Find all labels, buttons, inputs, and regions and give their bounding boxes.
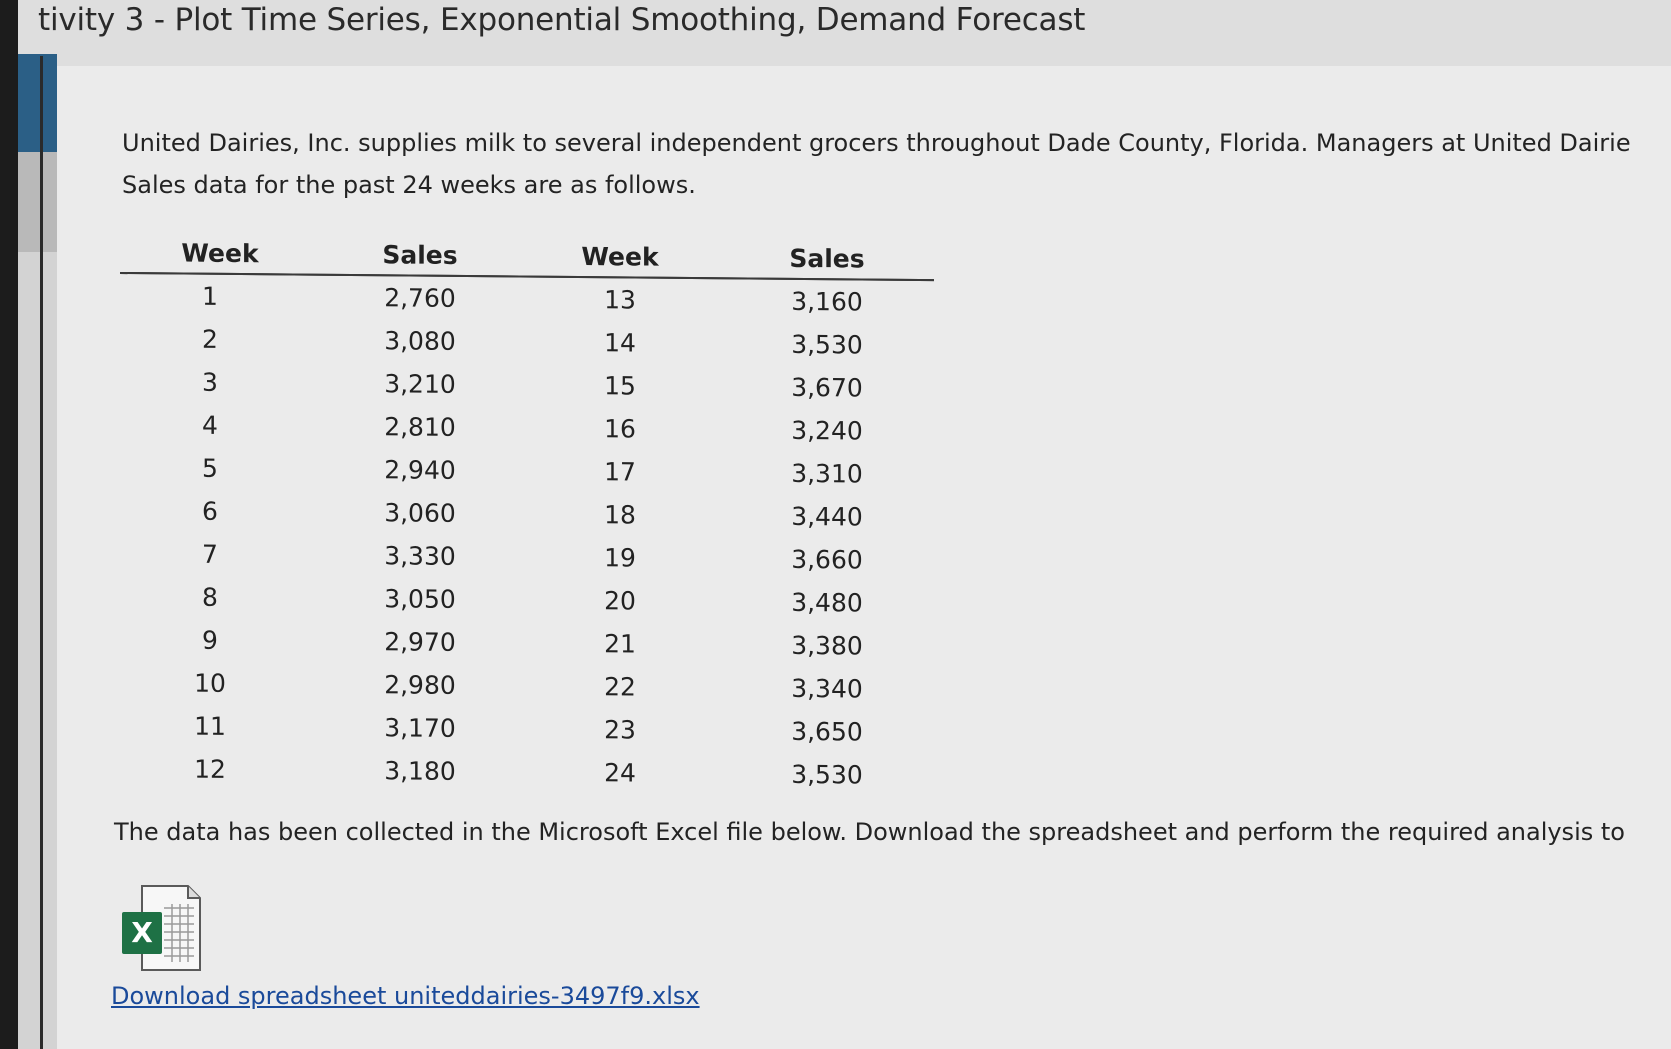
sales-cell: 3,340 — [791, 673, 863, 704]
side-tab[interactable] — [18, 152, 57, 252]
excel-file-icon[interactable] — [120, 884, 202, 972]
week-cell: 20 — [604, 586, 636, 616]
sales-cell: 2,980 — [384, 670, 456, 700]
sales-cell: 3,670 — [791, 372, 863, 403]
sales-cell: 3,440 — [791, 501, 863, 532]
week-cell: 18 — [604, 500, 636, 530]
sales-cell: 2,760 — [384, 283, 456, 313]
sales-cell: 2,940 — [384, 455, 456, 485]
table-row — [120, 704, 934, 754]
table-row — [120, 661, 934, 711]
week-cell: 16 — [604, 414, 636, 444]
side-tab-active[interactable] — [18, 54, 57, 152]
sales-cell: 3,240 — [791, 415, 863, 446]
week-cell: 23 — [604, 715, 636, 745]
intro-line-2: Sales data for the past 24 weeks are as follows. — [122, 171, 696, 199]
week-cell: 5 — [202, 453, 218, 483]
panel-border — [40, 56, 43, 1049]
instructions-text: The data has been collected in the Microsoft Excel file below. Download the spreadsheet and perform the required analysis to — [114, 818, 1625, 846]
table-row — [120, 273, 934, 324]
week-cell: 3 — [202, 367, 218, 397]
sales-cell: 3,180 — [384, 756, 456, 786]
sales-cell: 3,530 — [791, 329, 863, 360]
sales-cell: 3,210 — [384, 369, 456, 399]
sales-cell: 3,160 — [791, 286, 863, 317]
week-cell: 14 — [604, 328, 636, 358]
sales-cell: 3,650 — [791, 716, 863, 747]
header-week-2: Week — [520, 235, 720, 278]
excel-letter: X — [131, 916, 153, 949]
week-cell: 19 — [604, 543, 636, 573]
week-cell: 22 — [604, 672, 636, 702]
header-sales-1: Sales — [320, 234, 520, 277]
week-cell: 8 — [202, 582, 218, 612]
week-cell: 11 — [194, 711, 226, 741]
sales-cell: 2,970 — [384, 627, 456, 657]
sales-cell: 3,330 — [384, 541, 456, 571]
page-title: tivity 3 - Plot Time Series, Exponential Smoothing, Demand Forecast — [38, 2, 1086, 38]
header-sales-2: Sales — [720, 237, 934, 280]
week-cell: 13 — [604, 285, 636, 315]
sales-table — [120, 232, 934, 797]
week-cell: 7 — [202, 539, 218, 569]
table-header-row — [120, 232, 934, 280]
week-cell: 4 — [202, 410, 218, 440]
table-row — [120, 747, 934, 797]
week-cell: 17 — [604, 457, 636, 487]
sales-cell: 3,080 — [384, 326, 456, 356]
table-row — [120, 532, 934, 582]
sales-cell: 3,060 — [384, 498, 456, 528]
table-row — [120, 489, 934, 539]
sales-cell: 3,480 — [791, 587, 863, 618]
sales-cell: 3,310 — [791, 458, 863, 489]
intro-line-1: United Dairies, Inc. supplies milk to several independent grocers throughout Dade County, Florida. Managers at United Dairie — [122, 129, 1631, 157]
header-week-1: Week — [120, 232, 320, 275]
table-row — [120, 575, 934, 625]
week-cell: 6 — [202, 496, 218, 526]
table-row — [120, 317, 934, 367]
sales-cell: 3,050 — [384, 584, 456, 614]
intro-paragraph — [122, 122, 1671, 206]
week-cell: 2 — [202, 324, 218, 354]
table-row — [120, 403, 934, 453]
title-bar — [18, 0, 1671, 67]
week-cell: 24 — [604, 758, 636, 788]
sales-cell: 2,810 — [384, 412, 456, 442]
sales-cell: 3,660 — [791, 544, 863, 575]
table-row — [120, 360, 934, 410]
screen-left-edge — [0, 0, 18, 1049]
week-cell: 15 — [604, 371, 636, 401]
week-cell: 21 — [604, 629, 636, 659]
table-row — [120, 446, 934, 496]
table-row — [120, 618, 934, 668]
download-spreadsheet-link[interactable]: Download spreadsheet uniteddairies-3497f9.xlsx — [111, 982, 700, 1010]
sales-cell: 3,170 — [384, 713, 456, 743]
week-cell: 10 — [194, 668, 226, 698]
week-cell: 1 — [202, 281, 218, 311]
week-cell: 12 — [194, 754, 226, 784]
sales-cell: 3,530 — [791, 759, 863, 790]
week-cell: 9 — [202, 625, 218, 655]
sales-cell: 3,380 — [791, 630, 863, 661]
